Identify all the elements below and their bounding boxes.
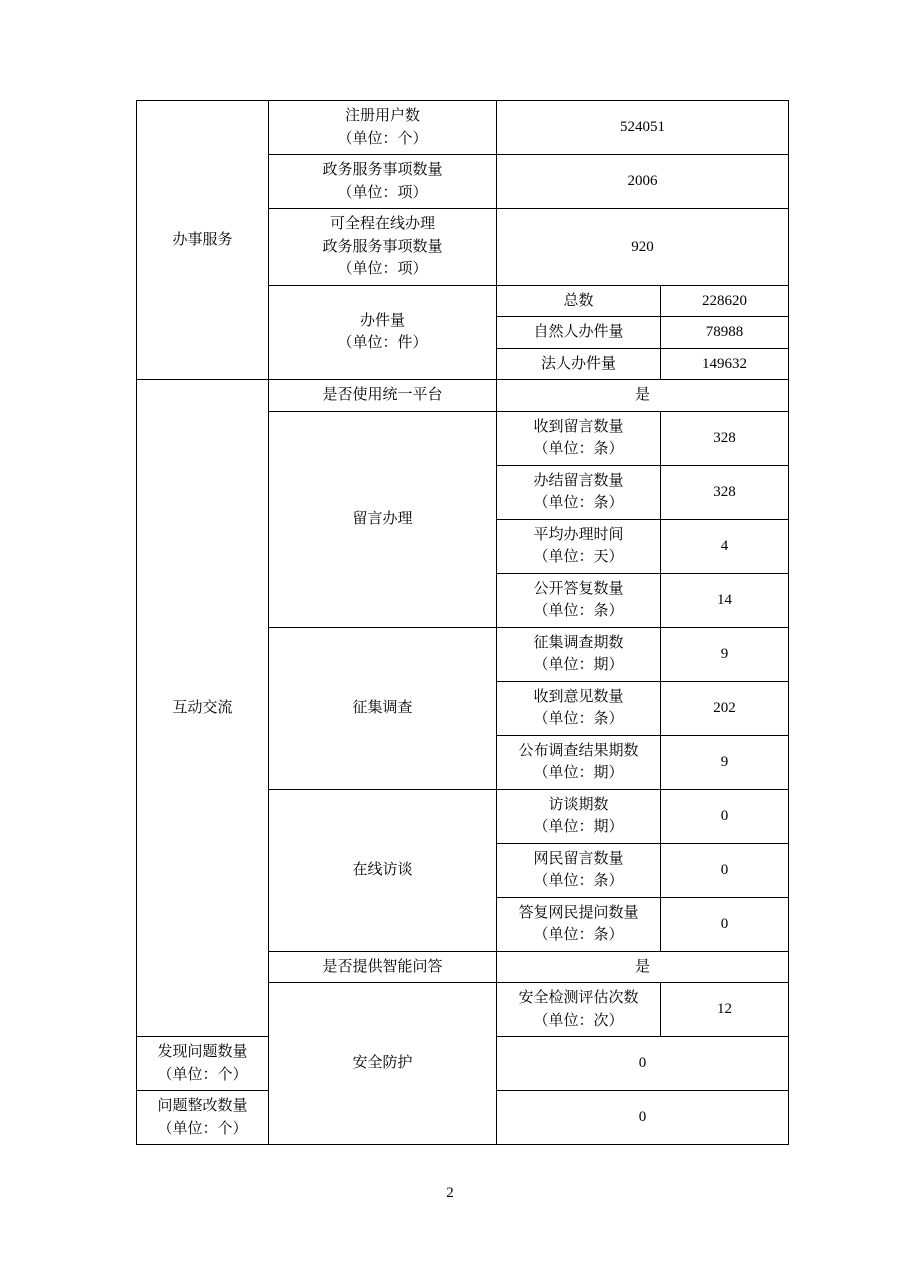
value-cell-security-assessments: 12	[661, 983, 789, 1037]
label-line-1: 可全程在线办理	[329, 216, 435, 232]
value-cell-natural-person: 78988	[661, 317, 789, 349]
label-line-1: 发现问题数量	[157, 1044, 248, 1060]
category-cell-security: 安全防护	[269, 983, 497, 1145]
value-cell-issues-found: 0	[497, 1037, 789, 1091]
label-cell-smart-qa: 是否提供智能问答	[269, 951, 497, 983]
label-line-2: （单位：期）	[533, 765, 624, 781]
label-cell-message-handling: 留言办理	[269, 411, 497, 627]
label-line-2: （单位：期）	[533, 657, 624, 673]
label-cell-online-interview: 在线访谈	[269, 789, 497, 951]
label-line-1: 安全检测评估次数	[518, 990, 639, 1006]
sublabel-cell-public-replies	[497, 573, 661, 627]
value-cell-published-results: 9	[661, 735, 789, 789]
label-line-2: 政务服务事项数量	[322, 238, 443, 255]
label-line-1: 注册用户数	[344, 108, 420, 124]
label-line-2: （单位：天）	[533, 549, 624, 565]
sublabel-cell-messages-received	[497, 411, 661, 465]
label-cell-registered-users	[269, 101, 497, 155]
label-cell-online-service-items	[269, 209, 497, 286]
label-line-1: 政务服务事项数量	[322, 162, 443, 178]
label-cell-service-items	[269, 155, 497, 209]
value-cell-issues-fixed: 0	[497, 1091, 789, 1145]
label-line-1: 办件量	[359, 312, 405, 329]
label-line-2: （单位：期）	[533, 819, 624, 835]
value-cell-legal-person: 149632	[661, 348, 789, 380]
label-line-1: 公布调查结果期数	[518, 742, 639, 759]
label-line-2: （单位：个）	[157, 1066, 248, 1083]
label-cell-issues-found	[137, 1037, 269, 1091]
label-cell-security-assessments	[497, 983, 661, 1037]
value-cell-survey-count: 9	[661, 627, 789, 681]
value-cell-interview-count: 0	[661, 789, 789, 843]
label-line-1: 问题整改数量	[157, 1098, 248, 1114]
value-cell-smart-qa: 是	[497, 951, 789, 983]
label-line-2: （单位：件）	[337, 335, 428, 352]
statistics-table	[136, 100, 789, 1145]
label-cell-unified-platform: 是否使用统一平台	[269, 380, 497, 412]
sublabel-cell-interview-count	[497, 789, 661, 843]
label-line-1: 征集调查期数	[533, 634, 624, 651]
value-cell-netizen-replies: 0	[661, 897, 789, 951]
label-line-1: 答复网民提问数量	[518, 904, 639, 921]
value-cell-public-replies: 14	[661, 573, 789, 627]
label-line-2: （单位：条）	[533, 603, 624, 619]
label-line-1: 收到意见数量	[533, 688, 624, 705]
category-cell-service: 办事服务	[137, 101, 269, 380]
page-number: 2	[446, 1185, 454, 1201]
sublabel-cell-netizen-replies	[497, 897, 661, 951]
sublabel-cell-legal-person: 法人办件量	[497, 348, 661, 380]
label-cell-issues-fixed	[137, 1091, 269, 1145]
label-line-1: 公开答复数量	[533, 580, 624, 597]
sublabel-cell-netizen-messages	[497, 843, 661, 897]
label-cell-survey: 征集调查	[269, 627, 497, 789]
table-row	[137, 380, 789, 412]
value-cell-messages-received: 328	[661, 411, 789, 465]
value-cell-opinions-received: 202	[661, 681, 789, 735]
label-line-2: （单位：条）	[533, 441, 624, 457]
label-line-2: （单位：条）	[533, 927, 624, 943]
value-cell-messages-completed: 328	[661, 465, 789, 519]
sublabel-cell-published-results	[497, 735, 661, 789]
label-line-1: 办结留言数量	[533, 472, 624, 489]
label-line-1: 收到留言数量	[533, 418, 624, 435]
sublabel-cell-total: 总数	[497, 285, 661, 317]
value-cell-netizen-messages: 0	[661, 843, 789, 897]
statistics-table-wrapper	[136, 100, 788, 1145]
value-cell-average-time: 4	[661, 519, 789, 573]
category-cell-interaction: 互动交流	[137, 380, 269, 1037]
label-line-2: （单位：条）	[533, 873, 624, 889]
label-line-2: （单位：个）	[157, 1120, 248, 1137]
table-row	[137, 101, 789, 155]
sublabel-cell-opinions-received	[497, 681, 661, 735]
label-line-1: 网民留言数量	[533, 850, 624, 867]
label-line-2: （单位：条）	[533, 711, 624, 727]
label-line-2: （单位：项）	[337, 184, 428, 201]
value-cell-registered-users: 524051	[497, 101, 789, 155]
sublabel-cell-messages-completed	[497, 465, 661, 519]
sublabel-cell-survey-count	[497, 627, 661, 681]
label-line-3: （单位：项）	[337, 261, 428, 277]
label-line-1: 平均办理时间	[533, 526, 624, 543]
label-line-2: （单位：条）	[533, 495, 624, 511]
label-line-2: （单位：次）	[533, 1012, 624, 1029]
label-line-1: 访谈期数	[548, 796, 609, 813]
sublabel-cell-natural-person: 自然人办件量	[497, 317, 661, 349]
sublabel-cell-average-time	[497, 519, 661, 573]
label-cell-handled-volume	[269, 285, 497, 380]
label-line-2: （单位：个）	[337, 130, 428, 147]
value-cell-service-items: 2006	[497, 155, 789, 209]
value-cell-online-service-items: 920	[497, 209, 789, 286]
value-cell-unified-platform: 是	[497, 380, 789, 412]
value-cell-total: 228620	[661, 285, 789, 317]
